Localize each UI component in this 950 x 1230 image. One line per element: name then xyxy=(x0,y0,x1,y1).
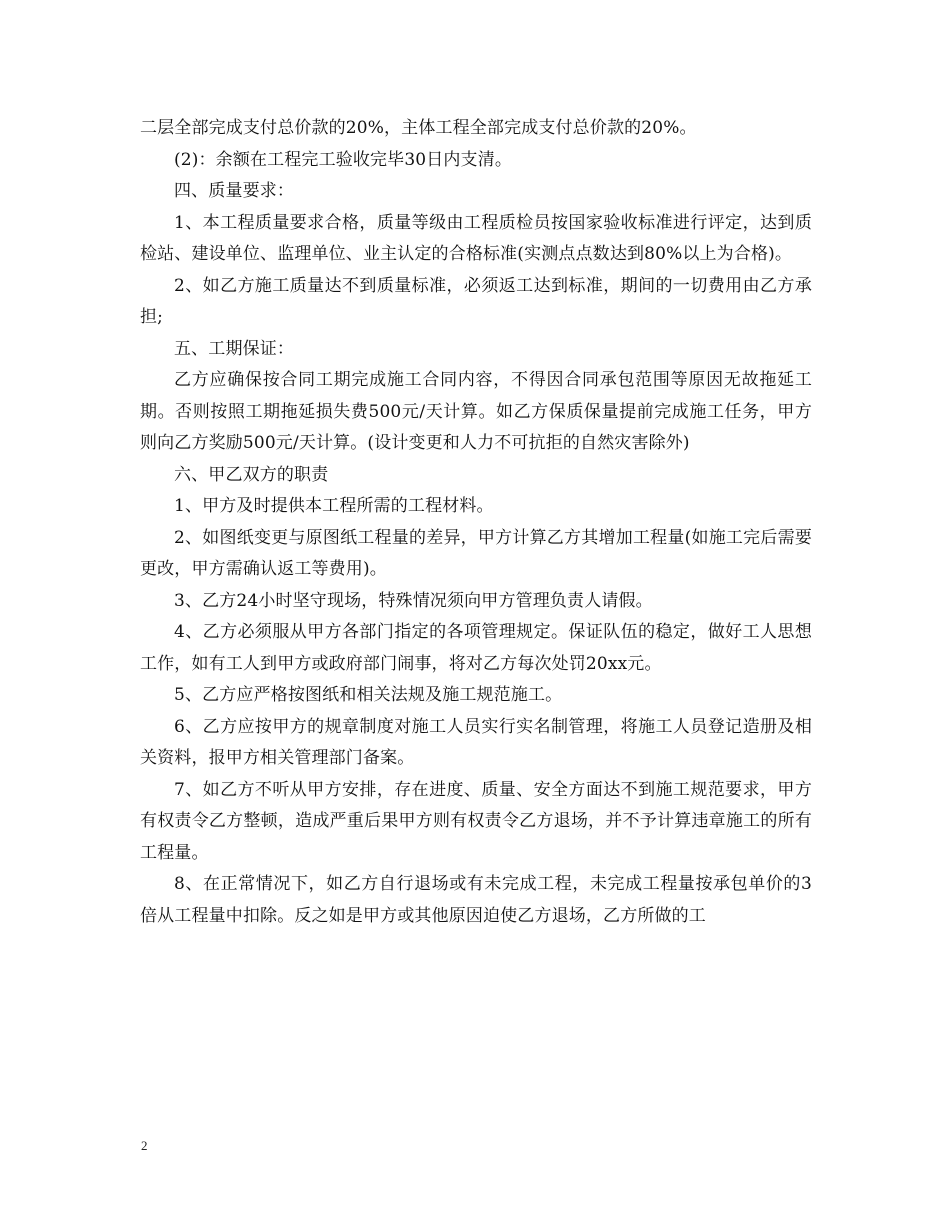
paragraph-schedule: 乙方应确保按合同工期完成施工合同内容，不得因合同承包范围等原因无故拖延工期。否则按照工期拖延损失费500元/天计算。如乙方保质保量提前完成施工任务，甲方则向乙方奖励500元/天计算。(设计变更和人力不可抗拒的自然灾害除外) xyxy=(140,370,812,453)
paragraph-quality-2: 2、如乙方施工质量达不到质量标准，必须返工达到标准，期间的一切费用由乙方承担; xyxy=(140,275,812,327)
paragraph-quality-1: 1、本工程质量要求合格，质量等级由工程质检员按国家验收标准进行评定，达到质检站、建设单位、监理单位、业主认定的合格标准(实测点点数达到80%以上为合格)。 xyxy=(140,212,812,264)
paragraph-balance-payment: (2)：余额在工程完工验收完毕30日内支清。 xyxy=(174,149,513,170)
heading-schedule-guarantee: 五、工期保证： xyxy=(174,338,295,359)
heading-responsibilities: 六、甲乙双方的职责 xyxy=(174,464,329,485)
paragraph-responsibility-5: 5、乙方应严格按图纸和相关法规及施工规范施工。 xyxy=(174,685,563,705)
paragraph-responsibility-2: 2、如图纸变更与原图纸工程量的差异，甲方计算乙方其增加工程量(如施工完后需要更改，甲方需确认返工等费用)。 xyxy=(140,527,812,579)
paragraph-responsibility-3: 3、乙方24小时坚守现场，特殊情况须向甲方管理负责人请假。 xyxy=(174,590,653,611)
paragraph-responsibility-1: 1、甲方及时提供本工程所需的工程材料。 xyxy=(174,496,494,516)
paragraph-responsibility-7: 7、如乙方不听从甲方安排，存在进度、质量、安全方面达不到施工规范要求，甲方有权责令乙方整顿，造成严重后果甲方则有权责令乙方退场，并不予计算违章施工的所有工程量。 xyxy=(140,779,812,863)
page-number: 2 xyxy=(141,1138,148,1153)
paragraph-responsibility-4: 4、乙方必须服从甲方各部门指定的各项管理规定。保证队伍的稳定，做好工人思想工作，如有工人到甲方或政府部门闹事，将对乙方每次处罚20xx元。 xyxy=(140,622,812,674)
paragraph-payment-continued: 二层全部完成支付总价款的20%，主体工程全部完成支付总价款的20%。 xyxy=(140,118,697,138)
paragraph-responsibility-8: 8、在正常情况下，如乙方自行退场或有未完成工程，未完成工程量按承包单价的3倍从工程量中扣除。反之如是甲方或其他原因迫使乙方退场，乙方所做的工 xyxy=(140,874,812,926)
heading-quality-requirements: 四、质量要求： xyxy=(174,181,295,201)
document-body xyxy=(140,113,812,932)
paragraph-responsibility-6: 6、乙方应按甲方的规章制度对施工人员实行实名制管理，将施工人员登记造册及相关资料，报甲方相关管理部门备案。 xyxy=(140,716,812,768)
